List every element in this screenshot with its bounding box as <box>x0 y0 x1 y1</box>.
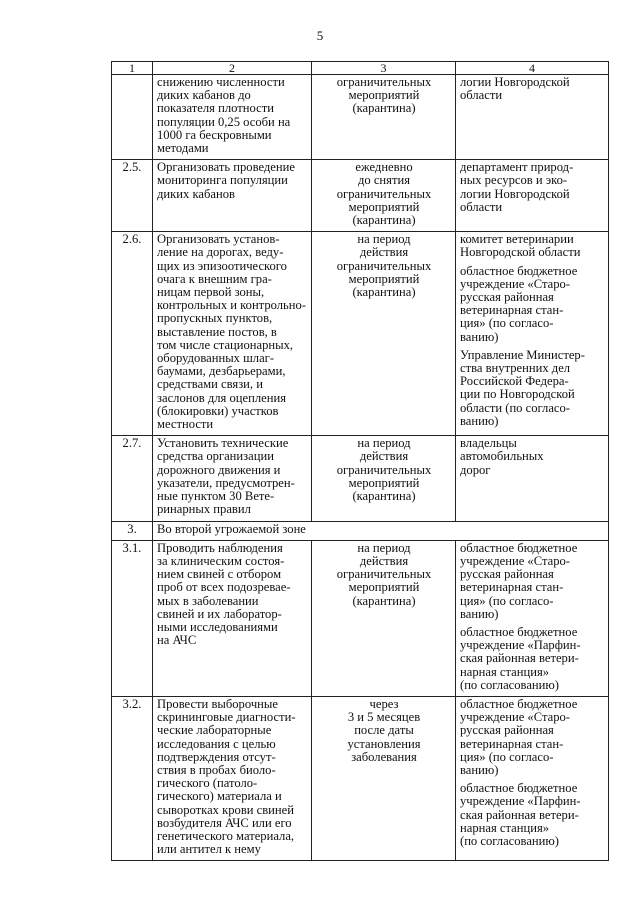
responsible-entity <box>460 76 605 102</box>
text-line: учреждение «Парфин- <box>460 638 581 653</box>
text-line: диких кабанов до <box>157 88 251 103</box>
text-line: Провести выборочные <box>157 696 278 711</box>
text-line: щих из эпизоотического <box>157 258 287 273</box>
text-line: дорожного движения и <box>157 462 281 477</box>
responsible-cell <box>456 696 609 860</box>
action-cell <box>153 232 312 436</box>
responsible-entity <box>460 626 605 692</box>
text-line: областное бюджетное <box>460 263 578 278</box>
text-line: владельцы <box>460 436 517 451</box>
text-line: через <box>369 696 399 711</box>
column-header-row <box>112 62 609 75</box>
text-line: области <box>460 88 503 103</box>
text-line: ницам первой зоны, <box>157 285 265 300</box>
responsible-entity <box>460 349 605 428</box>
text-line: очага к внешним гра- <box>157 271 272 286</box>
term-cell <box>312 696 456 860</box>
text-line: дорог <box>460 462 491 477</box>
term-cell <box>312 75 456 160</box>
text-line: 1000 га бескровными <box>157 127 272 142</box>
text-line: Российской Федера- <box>460 374 569 389</box>
text-line: ринарных правил <box>157 502 251 517</box>
text-line: заслонов для оцепления <box>157 390 287 405</box>
text-line: действия <box>359 449 409 464</box>
item-number: 3.1. <box>112 540 153 696</box>
text-line: областное бюджетное <box>460 696 578 711</box>
text-line: указатели, предусмотрен- <box>157 475 295 490</box>
responsible-entity <box>460 161 605 214</box>
text-line: нарная станция» <box>460 820 550 835</box>
text-line: на период <box>357 540 411 555</box>
text-line: (блокировки) участков <box>157 403 279 418</box>
text-line: ванию) <box>460 329 499 344</box>
text-line: подтверждения отсут- <box>157 749 276 764</box>
item-number: 2.5. <box>112 160 153 232</box>
text-line: мероприятий <box>348 580 420 595</box>
responsible-entity <box>460 265 605 344</box>
item-number: 3.2. <box>112 696 153 860</box>
text-line: мероприятий <box>348 88 420 103</box>
text-line: на период <box>357 436 411 451</box>
text-line: пропускных пунктов, <box>157 311 273 326</box>
text-line: действия <box>359 245 409 260</box>
responsible-entity <box>460 698 605 777</box>
text-line: нием свиней с отбором <box>157 567 282 582</box>
text-line: гического (патоло- <box>157 776 258 791</box>
text-line: диких кабанов <box>157 186 235 201</box>
text-line: учреждение «Старо- <box>460 553 570 568</box>
text-line: показателя плотности <box>157 101 274 116</box>
text-line: ограничительных <box>336 75 432 89</box>
text-line: нарная станция» <box>460 664 550 679</box>
text-line: популяции 0,25 особи на <box>157 114 291 129</box>
text-line: действия <box>359 553 409 568</box>
text-line: проб от всех подозревае- <box>157 580 291 595</box>
item-number: 3. <box>112 521 153 540</box>
table-row <box>112 232 609 436</box>
text-line: свиней и их лаборатор- <box>157 606 282 621</box>
text-line: комитет ветеринарии <box>460 232 574 247</box>
text-line: ление на дорогах, веду- <box>157 245 284 260</box>
responsible-cell <box>456 540 609 696</box>
text-line: (карантина) <box>352 489 416 504</box>
text-line: ванию) <box>460 762 499 777</box>
column-header: 3 <box>312 62 456 75</box>
text-line: ванию) <box>460 413 499 428</box>
text-line: ветеринарная стан- <box>460 736 564 751</box>
text-line: сыворотках крови свиней <box>157 802 294 817</box>
text-line: до снятия <box>357 173 410 188</box>
text-line: методами <box>157 141 209 156</box>
table-row <box>112 160 609 232</box>
text-line: (карантина) <box>352 101 416 116</box>
text-line: Установить технические <box>157 436 289 451</box>
action-cell <box>153 160 312 232</box>
text-line: том числе стационарных, <box>157 337 294 352</box>
text-line: за клиническим состоя- <box>157 553 285 568</box>
text-line: ограничительных <box>336 258 432 273</box>
term-cell <box>312 160 456 232</box>
text-line: Управление Министер- <box>460 347 585 362</box>
text-line: области <box>460 199 503 214</box>
text-line: снижению численности <box>157 75 285 89</box>
text-line: учреждение «Старо- <box>460 276 570 291</box>
text-line: Проводить наблюдения <box>157 540 283 555</box>
text-line: оборудованных шлаг- <box>157 351 275 366</box>
text-line: ская районная ветери- <box>460 651 579 666</box>
text-line: генетического материала, <box>157 828 295 843</box>
text-line: контрольных и контрольно- <box>157 298 307 313</box>
action-cell <box>153 436 312 521</box>
text-line: (карантина) <box>352 593 416 608</box>
text-line: на период <box>357 232 411 247</box>
table-row <box>112 75 609 160</box>
text-line: гического) материала и <box>157 789 282 804</box>
text-line: логии Новгородской <box>460 75 570 89</box>
text-line: ограничительных <box>336 186 432 201</box>
text-line: ограничительных <box>336 567 432 582</box>
text-line: русская районная <box>460 290 554 305</box>
text-line: мых в заболевании <box>157 593 259 608</box>
text-line: ция» (по согласо- <box>460 593 554 608</box>
action-cell <box>153 696 312 860</box>
text-line: (карантина) <box>352 285 416 300</box>
action-plan-table <box>111 61 609 861</box>
item-number: 2.7. <box>112 436 153 521</box>
text-line: ванию) <box>460 606 499 621</box>
responsible-cell <box>456 160 609 232</box>
item-number: 2.6. <box>112 232 153 436</box>
text-line: средствами связи, и <box>157 377 263 392</box>
text-line: скрининговые диагности- <box>157 710 296 725</box>
text-line: Организовать установ- <box>157 232 280 247</box>
text-line: Новгородской области <box>460 245 581 260</box>
text-line: ствия в пробах биоло- <box>157 762 276 777</box>
text-line: выставление постов, в <box>157 324 277 339</box>
text-line: ция» (по согласо- <box>460 316 554 331</box>
section-row <box>112 521 609 540</box>
text-line: учреждение «Парфин- <box>460 794 581 809</box>
table-row <box>112 696 609 860</box>
text-line: учреждение «Старо- <box>460 710 570 725</box>
text-line: средства организации <box>157 449 274 464</box>
text-line: ветеринарная стан- <box>460 580 564 595</box>
text-line: мероприятий <box>348 199 420 214</box>
term-cell <box>312 436 456 521</box>
column-header: 1 <box>112 62 153 75</box>
text-line: логии Новгородской <box>460 186 570 201</box>
text-line: ция» (по согласо- <box>460 749 554 764</box>
text-line: ции по Новгородской <box>460 387 575 402</box>
text-line: возбудителя АЧС или его <box>157 815 292 830</box>
text-line: исследования с целью <box>157 736 276 751</box>
action-cell <box>153 540 312 696</box>
column-header: 2 <box>153 62 312 75</box>
column-header: 4 <box>456 62 609 75</box>
text-line: (по согласованию) <box>460 677 560 692</box>
text-line: областное бюджетное <box>460 624 578 639</box>
text-line: 3 и 5 месяцев <box>347 710 421 725</box>
responsible-cell <box>456 75 609 160</box>
text-line: области (по согласо- <box>460 400 570 415</box>
responsible-entity <box>460 782 605 848</box>
responsible-cell <box>456 232 609 436</box>
section-title: Во второй угрожаемой зоне <box>153 521 609 540</box>
text-line: русская районная <box>460 723 554 738</box>
text-line: на АЧС <box>157 633 197 648</box>
text-line: ческие лабораторные <box>157 723 272 738</box>
text-line: баумами, дезбарьерами, <box>157 364 286 379</box>
text-line: департамент природ- <box>460 160 574 175</box>
text-line: (по согласованию) <box>460 833 560 848</box>
page-number: 5 <box>316 28 324 43</box>
text-line: автомобильных <box>460 449 544 464</box>
text-line: Организовать проведение <box>157 160 295 175</box>
action-cell <box>153 75 312 160</box>
text-line: ными исследованиями <box>157 619 278 634</box>
item-number <box>112 75 153 160</box>
text-line: русская районная <box>460 567 554 582</box>
text-line: мероприятий <box>348 475 420 490</box>
text-line: ская районная ветери- <box>460 807 579 822</box>
text-line: местности <box>157 417 214 432</box>
text-line: ные пунктом 30 Вете- <box>157 489 275 504</box>
term-cell <box>312 540 456 696</box>
responsible-entity <box>460 437 605 477</box>
text-line: мониторинга популяции <box>157 173 288 188</box>
text-line: областное бюджетное <box>460 540 578 555</box>
text-line: после даты <box>354 723 414 738</box>
table-row <box>112 436 609 521</box>
text-line: ных ресурсов и эко- <box>460 173 568 188</box>
term-cell <box>312 232 456 436</box>
table-row <box>112 540 609 696</box>
text-line: мероприятий <box>348 271 420 286</box>
text-line: ветеринарная стан- <box>460 303 564 318</box>
text-line: установления <box>347 736 421 751</box>
responsible-entity <box>460 233 605 259</box>
responsible-cell <box>456 436 609 521</box>
text-line: областное бюджетное <box>460 781 578 796</box>
text-line: ства внутренних дел <box>460 361 571 376</box>
text-line: (карантина) <box>352 213 416 228</box>
text-line: ежедневно <box>355 160 413 175</box>
text-line: ограничительных <box>336 462 432 477</box>
text-line: или антител к нему <box>157 842 261 857</box>
responsible-entity <box>460 542 605 621</box>
text-line: заболевания <box>351 749 417 764</box>
